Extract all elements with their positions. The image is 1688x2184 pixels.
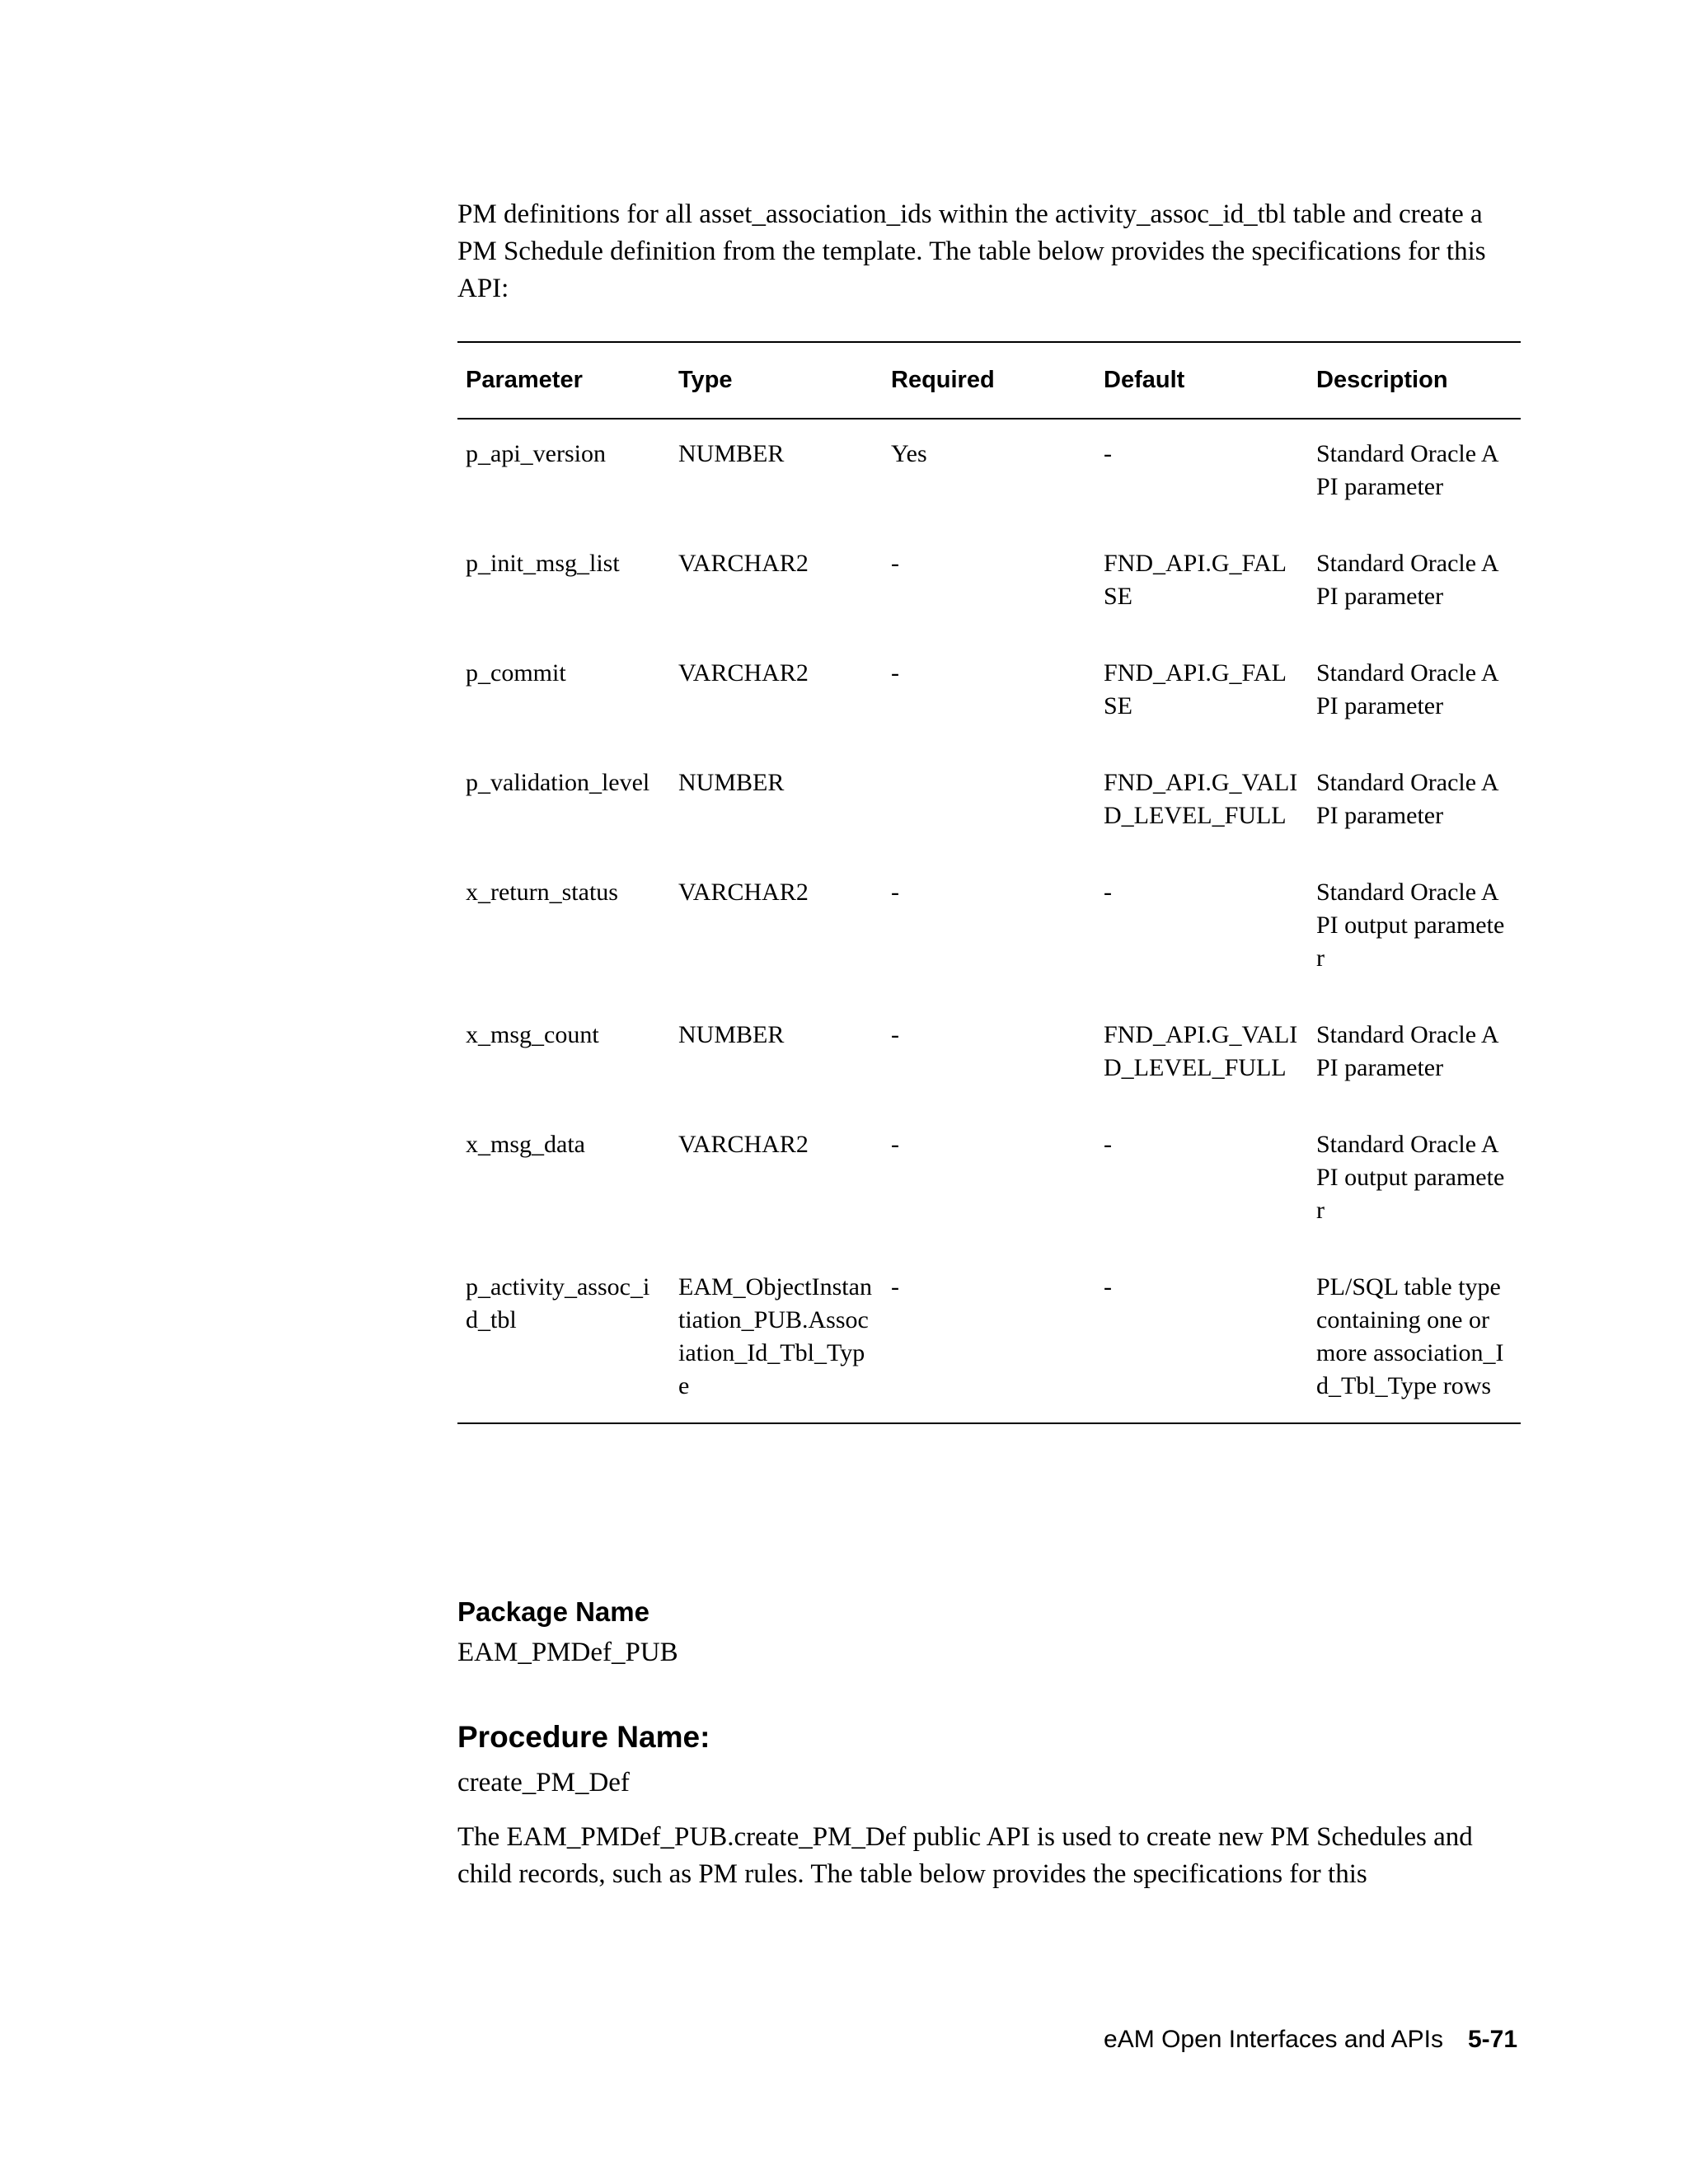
cell-default: - — [1104, 879, 1112, 906]
cell-type: VARCHAR2 — [678, 1131, 809, 1158]
table-row — [457, 657, 1521, 766]
cell-required: - — [891, 550, 899, 577]
cell-parameter: p_activity_assoc_id_tbl — [466, 1273, 650, 1333]
cell-required: Yes — [891, 440, 927, 467]
cell-description: Standard Oracle API output parameter — [1316, 1131, 1505, 1224]
table-row — [457, 419, 1521, 547]
api-spec-table — [457, 341, 1521, 1424]
cell-default: - — [1104, 1131, 1112, 1158]
procedure-description: The EAM_PMDef_PUB.create_PM_Def public API is used to create new PM Schedules and child records, such as PM rules. The table below provides the specifications for this — [457, 1822, 1473, 1889]
cell-description: Standard Oracle API parameter — [1316, 440, 1499, 500]
cell-required: - — [891, 1273, 899, 1301]
cell-type: NUMBER — [678, 769, 785, 796]
cell-type: VARCHAR2 — [678, 550, 809, 577]
cell-default: FND_API.G_VALID_LEVEL_FULL — [1104, 1021, 1298, 1081]
cell-default: - — [1104, 1273, 1112, 1301]
table-row — [457, 547, 1521, 657]
table-header-row — [457, 342, 1521, 419]
cell-description: Standard Oracle API parameter — [1316, 769, 1499, 829]
cell-type: EAM_ObjectInstantiation_PUB.Association_Id_Tbl_Type — [678, 1273, 872, 1399]
cell-required — [883, 766, 1095, 876]
cell-parameter: x_msg_data — [466, 1131, 585, 1158]
table-row — [457, 766, 1521, 876]
cell-description: Standard Oracle API parameter — [1316, 1021, 1499, 1081]
column-header-type: Type — [678, 367, 733, 393]
cell-parameter: p_validation_level — [466, 769, 650, 796]
cell-parameter: x_msg_count — [466, 1021, 599, 1048]
table-row — [457, 1128, 1521, 1271]
table-row — [457, 876, 1521, 1019]
footer-title: eAM Open Interfaces and APIs — [1104, 2026, 1443, 2053]
intro-paragraph: PM definitions for all asset_association_ids within the activity_assoc_id_tbl table and create a PM Schedule definition from the template. The table below provides the specifications for this API: — [457, 199, 1486, 303]
cell-default: FND_API.G_VALID_LEVEL_FULL — [1104, 769, 1298, 829]
cell-type: VARCHAR2 — [678, 659, 809, 687]
table-row — [457, 1271, 1521, 1423]
cell-description: PL/SQL table type containing one or more association_Id_Tbl_Type rows — [1316, 1273, 1504, 1399]
cell-type: VARCHAR2 — [678, 879, 809, 906]
table-row — [457, 1019, 1521, 1128]
cell-default: FND_API.G_FALSE — [1104, 550, 1287, 610]
cell-default: - — [1104, 440, 1112, 467]
column-header-description: Description — [1316, 367, 1448, 393]
cell-parameter: p_commit — [466, 659, 566, 687]
column-header-parameter: Parameter — [466, 367, 583, 393]
procedure-name-value: create_PM_Def — [457, 1768, 630, 1797]
page-footer — [1104, 2026, 1517, 2054]
cell-parameter: p_init_msg_list — [466, 550, 620, 577]
page-number: 5-71 — [1467, 2026, 1517, 2053]
cell-type: NUMBER — [678, 1021, 785, 1048]
cell-required: - — [891, 1131, 899, 1158]
column-header-required: Required — [891, 367, 995, 393]
cell-default: FND_API.G_FALSE — [1104, 659, 1287, 719]
cell-parameter: x_return_status — [466, 879, 618, 906]
cell-description: Standard Oracle API output parameter — [1316, 879, 1505, 972]
cell-type: NUMBER — [678, 440, 785, 467]
cell-parameter: p_api_version — [466, 440, 606, 467]
cell-required: - — [891, 659, 899, 687]
column-header-default: Default — [1104, 367, 1185, 393]
package-name-heading: Package Name — [457, 1596, 649, 1627]
cell-description: Standard Oracle API parameter — [1316, 659, 1499, 719]
package-name-value: EAM_PMDef_PUB — [457, 1638, 678, 1667]
procedure-name-heading: Procedure Name: — [457, 1720, 710, 1754]
cell-required: - — [891, 879, 899, 906]
cell-required: - — [891, 1021, 899, 1048]
cell-description: Standard Oracle API parameter — [1316, 550, 1499, 610]
